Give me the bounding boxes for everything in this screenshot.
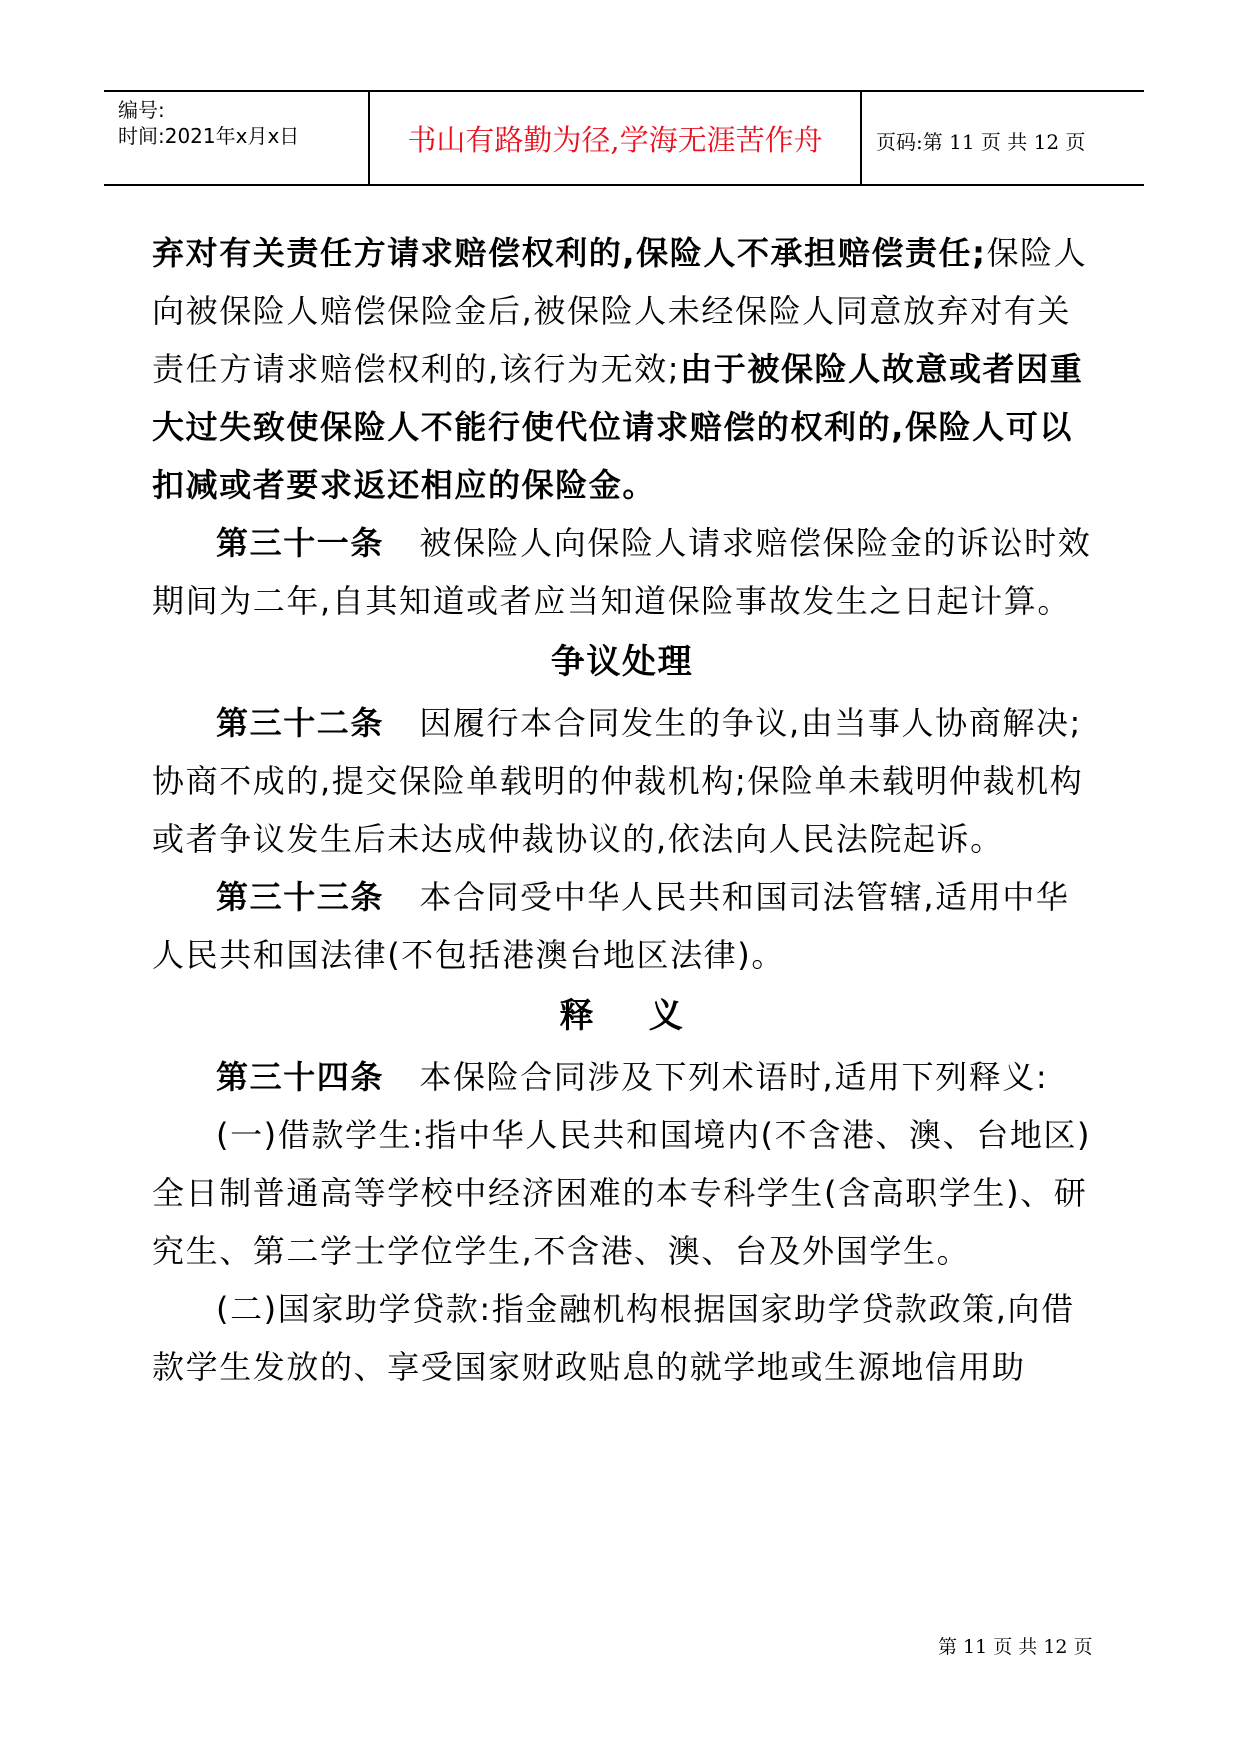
article-32	[152, 694, 1092, 868]
header-page-cell	[862, 92, 1144, 184]
article-text: 被保险人向保险人请求赔偿保险金的诉讼时效期间为二年,自其知道或者应当知道保险事故发生之日起计算。	[152, 524, 1092, 620]
definition-loan: (二)国家助学贷款:指金融机构根据国家助学贷款政策,向借款学生发放的、享受国家财政贴息的就学地或生源地信用助	[152, 1290, 1075, 1386]
article-text: 本保险合同涉及下列术语时,适用下列释义:	[419, 1058, 1049, 1096]
document-body	[152, 224, 1092, 1396]
paragraph-subrogation	[152, 224, 1092, 514]
bold-clause: 弃对有关责任方请求赔偿权利的,保险人不承担赔偿责任;	[152, 234, 987, 272]
header-motto-cell	[370, 92, 862, 184]
page-header	[104, 90, 1144, 186]
article-text: 因履行本合同发生的争议,由当事人协商解决;协商不成的,提交保险单载明的仲裁机构;保险单未载明仲裁机构或者争议发生后未达成仲裁协议的,依法向人民法院起诉。	[152, 704, 1084, 858]
article-34	[152, 1048, 1092, 1106]
article-text: 本合同受中华人民共和国司法管辖,适用中华人民共和国法律(不包括港澳台地区法律)。	[152, 878, 1070, 974]
section-title-definitions: 释 义	[559, 996, 685, 1036]
document-time-label: 时间:2021年x月x日	[118, 124, 300, 148]
article-title: 第三十三条	[216, 878, 385, 916]
header-meta-cell	[104, 92, 370, 184]
normal-clause: 保险人向被保险人赔偿保险金后,被保险人未经保险人同意放弃对有关责任方请求赔偿权利的,该行为无效;	[152, 234, 1088, 388]
document-number-label: 编号:	[118, 98, 165, 122]
article-31	[152, 514, 1092, 630]
article-title: 第三十一条	[216, 524, 385, 562]
header-page-number: 页码:第 11 页 共 12 页	[876, 130, 1086, 154]
article-33	[152, 868, 1092, 984]
bold-clause: 由于被保险人故意或者因重大过失致使保险人不能行使代位请求赔偿的权利的,保险人可以扣减或者要求返还相应的保险金。	[152, 350, 1084, 504]
definition-student: (一)借款学生:指中华人民共和国境内(不含港、澳、台地区)全日制普通高等学校中经济困难的本专科学生(含高职学生)、研究生、第二学士学位学生,不含港、澳、台及外国学生。	[152, 1116, 1092, 1270]
header-motto: 书山有路勤为径,学海无涯苦作舟	[407, 123, 823, 157]
article-title: 第三十二条	[216, 704, 385, 742]
page-footer: 第 11 页 共 12 页	[938, 1636, 1093, 1658]
section-title-dispute: 争议处理	[550, 642, 694, 682]
article-title: 第三十四条	[216, 1058, 385, 1096]
